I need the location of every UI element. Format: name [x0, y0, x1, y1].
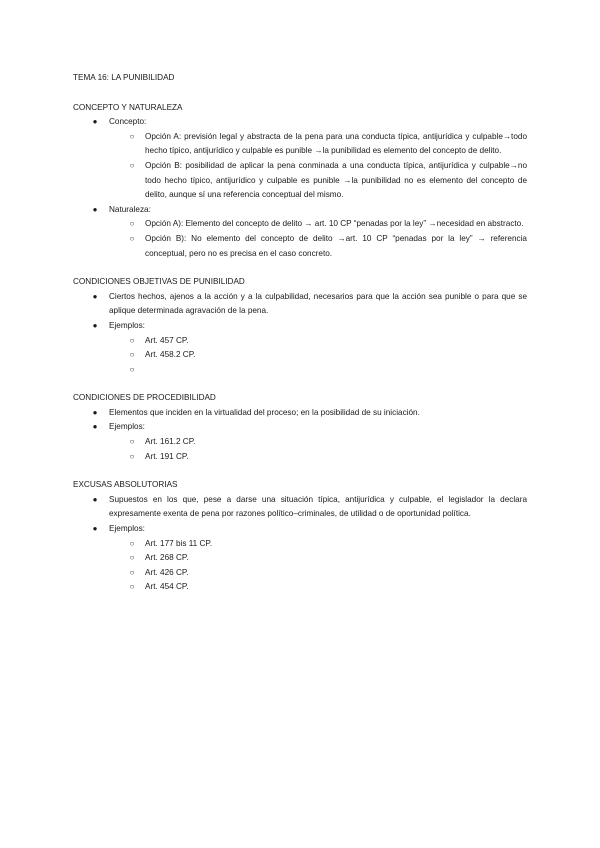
hollow-bullet-icon: ○	[129, 451, 135, 461]
bullet-list	[73, 115, 527, 261]
sub-list-item-text: Opción A): Elemento del concepto de delito → art. 10 CP “penadas por la ley” →necesidad en abstracto.	[145, 219, 524, 229]
list-item	[73, 115, 527, 130]
hollow-bullet-icon: ○	[129, 131, 135, 141]
sub-list-item-text: Art. 454 CP.	[145, 582, 189, 592]
bullet-icon: ●	[92, 117, 98, 127]
sub-list-item	[73, 580, 527, 595]
list-item-text: Ejemplos:	[109, 320, 145, 330]
sub-list-item	[73, 435, 527, 450]
section-heading: CONDICIONES OBJETIVAS DE PUNIBILIDAD	[73, 277, 245, 287]
list-item-text: Concepto:	[109, 117, 147, 127]
hollow-bullet-icon: ○	[129, 233, 135, 243]
list-item	[73, 406, 527, 421]
hollow-bullet-icon: ○	[129, 567, 135, 577]
bullet-icon: ●	[92, 494, 98, 504]
section	[73, 275, 527, 377]
hollow-bullet-icon: ○	[129, 437, 135, 447]
list-item-text: Supuestos en los que, pese a darse una situación típica, antijurídica y culpable, el legislador la declara expresamente exenta de pena por razones político–criminales, de utilidad o de oportunidad política.	[109, 494, 527, 519]
sub-list-item-text: Art. 161.2 CP.	[145, 437, 196, 447]
list-item	[73, 493, 527, 522]
hollow-bullet-icon: ○	[129, 364, 135, 374]
list-item-text: Ejemplos:	[109, 422, 145, 432]
bullet-icon: ●	[92, 320, 98, 330]
sub-list-item-text: Art. 177 bis 11 CP.	[145, 538, 213, 548]
list-item-text: Ejemplos:	[109, 524, 145, 534]
sub-list-item	[73, 363, 527, 378]
list-item	[73, 290, 527, 319]
section-heading: CONCEPTO Y NATURALEZA	[73, 102, 183, 112]
bullet-icon: ●	[92, 422, 98, 432]
sub-list-item-text: Art. 458.2 CP.	[145, 350, 196, 360]
bullet-icon: ●	[92, 291, 98, 301]
hollow-bullet-icon: ○	[129, 335, 135, 345]
list-item	[73, 420, 527, 435]
sub-list-item-text: Art. 191 CP.	[145, 451, 189, 461]
sub-list-item-text: Art. 457 CP.	[145, 335, 189, 345]
bullet-icon: ●	[92, 407, 98, 417]
bullet-list	[73, 406, 527, 464]
sub-list-item	[73, 130, 527, 159]
sections-container	[73, 101, 527, 595]
bullet-icon: ●	[92, 204, 98, 214]
sub-list-item	[73, 450, 527, 465]
section	[73, 101, 527, 262]
bullet-list	[73, 290, 527, 378]
hollow-bullet-icon: ○	[129, 160, 135, 170]
sub-list-item-text: Opción B: posibilidad de aplicar la pena conminada a una conducta típica, antijurídica y culpable→no todo hecho típico, antijurídico y culpable es punible →la punibilidad no es elemento del concepto de delito, aunque sí una referencia conceptual del mismo.	[145, 160, 527, 200]
sub-list-item	[73, 334, 527, 349]
list-item-text: Naturaleza:	[109, 204, 151, 214]
bullet-list	[73, 493, 527, 595]
sub-list-item-text: Opción A: previsión legal y abstracta de la pena para una conducta típica, antijurídica y culpable→todo hecho típico, antijurídico y culpable es punible →la punibilidad es elemento del concepto de delito.	[145, 131, 527, 156]
hollow-bullet-icon: ○	[129, 350, 135, 360]
sub-list-item	[73, 566, 527, 581]
sub-list-item	[73, 159, 527, 203]
section-heading: EXCUSAS ABSOLUTORIAS	[73, 480, 178, 490]
sub-list-item-text: Art. 426 CP.	[145, 567, 189, 577]
list-item	[73, 522, 527, 537]
hollow-bullet-icon: ○	[129, 538, 135, 548]
sub-list-item	[73, 551, 527, 566]
sub-list-item	[73, 348, 527, 363]
sub-list-item-text: Art. 268 CP.	[145, 553, 189, 563]
section	[73, 391, 527, 464]
section	[73, 478, 527, 595]
sub-list-item	[73, 232, 527, 261]
document-content	[73, 71, 527, 609]
list-item	[73, 203, 527, 218]
section-heading: CONDICIONES DE PROCEDIBILIDAD	[73, 393, 216, 403]
hollow-bullet-icon: ○	[129, 219, 135, 229]
sub-list-item	[73, 217, 527, 232]
bullet-icon: ●	[92, 524, 98, 534]
list-item-text: Ciertos hechos, ajenos a la acción y a la culpabilidad, necesarios para que la acción sea punible o para que se aplique determinada agravación de la pena.	[109, 291, 527, 316]
hollow-bullet-icon: ○	[129, 553, 135, 563]
document-title: TEMA 16: LA PUNIBILIDAD	[73, 73, 175, 82]
sub-list-item-text: Opción B): No elemento del concepto de delito →art. 10 CP “penadas por la ley” → referencia conceptual, pero no es precisa en el caso concreto.	[145, 233, 527, 258]
sub-list-item	[73, 537, 527, 552]
hollow-bullet-icon: ○	[129, 582, 135, 592]
list-item-text: Elementos que inciden en la virtualidad del proceso; en la posibilidad de su iniciación.	[109, 407, 420, 417]
list-item	[73, 319, 527, 334]
